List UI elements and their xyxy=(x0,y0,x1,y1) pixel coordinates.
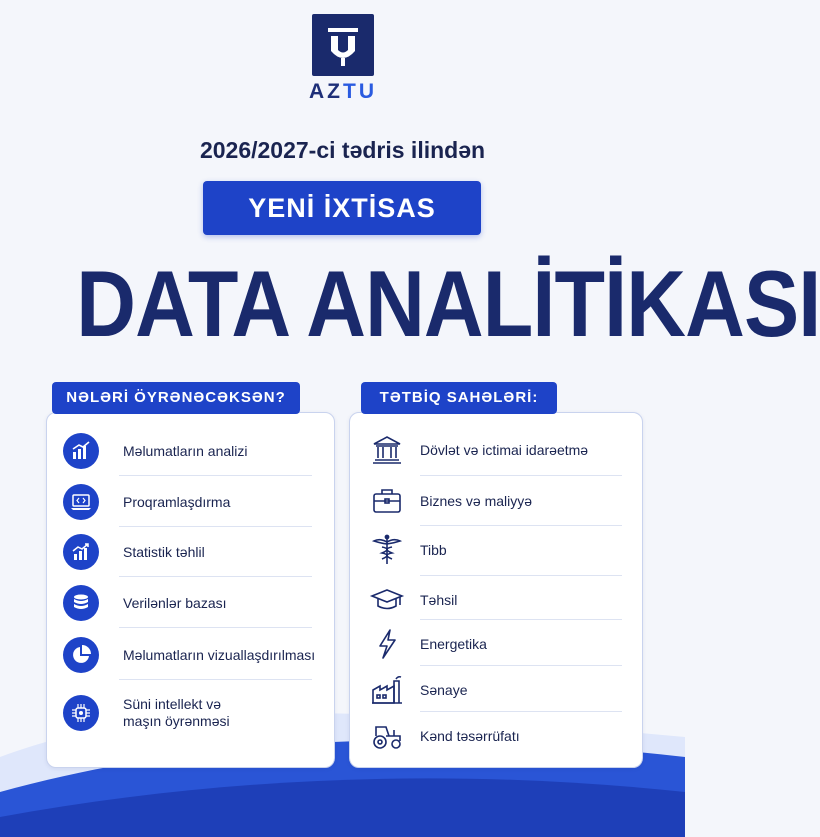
list-item xyxy=(350,673,642,707)
aztu-logo xyxy=(312,14,374,76)
list-item xyxy=(47,695,334,731)
program-title: DATA ANALİTİKASI xyxy=(76,251,820,356)
divider xyxy=(420,711,622,712)
item-label: Energetika xyxy=(420,635,487,652)
divider xyxy=(119,627,312,628)
divider xyxy=(420,619,622,620)
item-label: Verilənlər bazası xyxy=(123,594,227,611)
list-item xyxy=(47,534,334,570)
list-item xyxy=(47,433,334,469)
list-item xyxy=(350,433,642,467)
list-item xyxy=(350,627,642,661)
code-laptop-icon xyxy=(63,484,99,520)
divider xyxy=(420,475,622,476)
list-item xyxy=(350,484,642,518)
item-label: Məlumatların vizuallaşdırılması xyxy=(123,646,316,663)
tractor-icon xyxy=(368,719,406,753)
item-label: Dövlət və ictimai idarəetmə xyxy=(420,441,589,458)
item-label: Statistik təhlil xyxy=(123,543,205,560)
caduceus-icon xyxy=(368,533,406,567)
list-item xyxy=(47,585,334,621)
factory-icon xyxy=(368,673,406,707)
item-label: Kənd təsərrüfatı xyxy=(420,727,520,744)
government-building-icon xyxy=(368,433,406,467)
list-item xyxy=(350,583,642,617)
learn-heading: NƏLƏRİ ÖYRƏNƏCƏKSƏN? xyxy=(52,382,300,414)
brand-name: AZTU xyxy=(309,80,377,103)
fields-panel xyxy=(349,412,643,768)
database-icon xyxy=(63,585,99,621)
trend-chart-icon xyxy=(63,534,99,570)
list-item xyxy=(350,719,642,753)
divider xyxy=(420,665,622,666)
list-item xyxy=(350,533,642,567)
item-label: Təhsil xyxy=(420,591,458,608)
divider xyxy=(119,526,312,527)
ai-chip-icon xyxy=(63,695,99,731)
item-label: Məlumatların analizi xyxy=(123,442,248,459)
divider xyxy=(420,575,622,576)
bar-chart-icon xyxy=(63,433,99,469)
list-item xyxy=(47,637,334,673)
divider xyxy=(119,679,312,680)
divider xyxy=(420,525,622,526)
lightning-icon xyxy=(368,627,406,661)
pie-chart-icon xyxy=(63,637,99,673)
item-label: Sənaye xyxy=(420,681,468,698)
fields-heading: TƏTBİQ SAHƏLƏRİ: xyxy=(361,382,557,414)
item-label: Süni intellekt və maşın öyrənməsi xyxy=(123,696,230,729)
learn-panel xyxy=(46,412,335,768)
academic-year-subtitle: 2026/2027-ci tədris ilindən xyxy=(199,137,486,163)
briefcase-icon xyxy=(368,484,406,518)
item-label: Proqramlaşdırma xyxy=(123,493,231,510)
list-item xyxy=(47,484,334,520)
item-label: Tibb xyxy=(420,541,447,558)
item-label: Biznes və maliyyə xyxy=(420,492,533,509)
new-program-badge: YENİ İXTİSAS xyxy=(203,181,481,235)
graduation-cap-icon xyxy=(368,583,406,617)
divider xyxy=(119,576,312,577)
divider xyxy=(119,475,312,476)
